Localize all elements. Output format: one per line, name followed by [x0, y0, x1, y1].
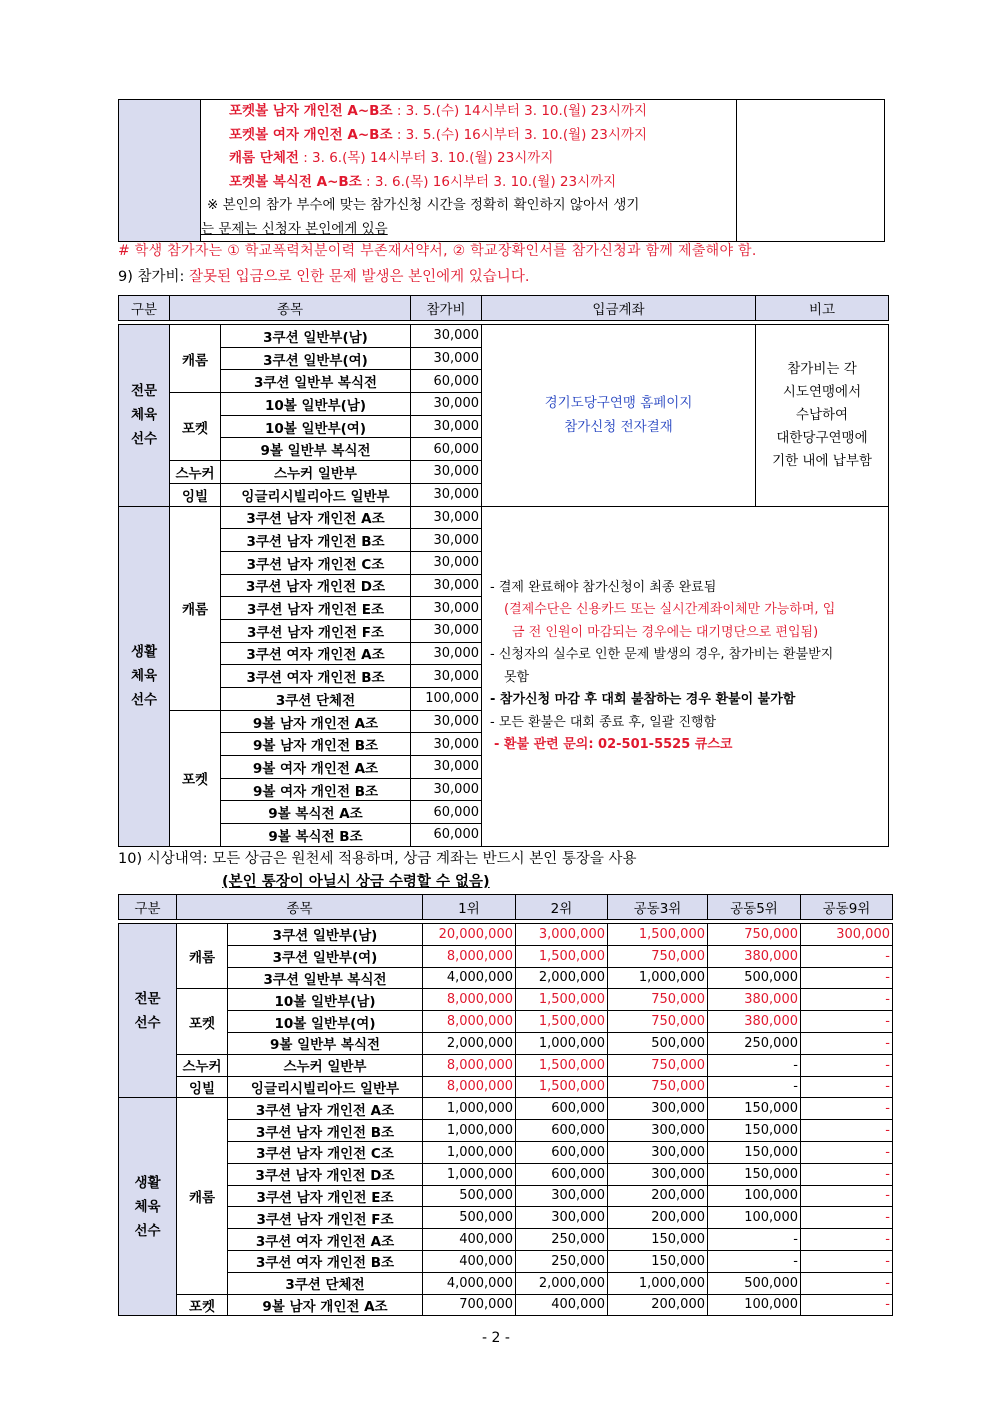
fee-event: 9볼 복식전 B조 — [221, 824, 411, 847]
fee-remark-line: 기한 내에 납부함 — [772, 452, 872, 469]
prize-amount: 250,000 — [516, 1250, 608, 1272]
prize-amount: 8,000,000 — [423, 1011, 516, 1033]
schedule-box-content — [201, 100, 737, 242]
prize-header: 2위 — [516, 895, 608, 920]
fee-life-note: (결제수단은 신용카드 또는 실시간계좌이체만 가능하며, 입 — [504, 602, 836, 617]
fee-event: 9볼 여자 개인전 B조 — [221, 778, 411, 801]
fee-amount: 60,000 — [411, 801, 482, 824]
prize-group: 포켓 — [177, 989, 228, 1054]
prize-amount: 1,000,000 — [608, 1272, 708, 1294]
fee-event: 3쿠션 남자 개인전 F조 — [221, 619, 411, 642]
prize-amount: 380,000 — [708, 1011, 801, 1033]
prize-amount: 1,000,000 — [423, 1163, 516, 1185]
fee-amount: 30,000 — [411, 461, 482, 484]
fee-amount: 30,000 — [411, 665, 482, 688]
schedule-note-1: ※ 본인의 참가 부수에 맞는 참가신청 시간을 정확히 확인하지 않아서 생기 — [207, 197, 640, 213]
fee-amount: 30,000 — [411, 574, 482, 597]
prize-amount: - — [801, 1272, 893, 1294]
fee-event: 3쿠션 남자 개인전 B조 — [221, 529, 411, 552]
schedule-line-time: : 3. 6.(목) 16시부터 3. 10.(월) 23시까지 — [361, 173, 617, 190]
fee-account — [482, 325, 756, 507]
prize-amount: 1,000,000 — [516, 1032, 608, 1054]
schedule-line — [201, 147, 736, 171]
fee-event: 3쿠션 여자 개인전 A조 — [221, 642, 411, 665]
fee-event: 3쿠션 단체전 — [221, 688, 411, 711]
prize-event: 3쿠션 남자 개인전 B조 — [228, 1120, 423, 1142]
prize-amount: 500,000 — [608, 1032, 708, 1054]
prize-amount: 1,500,000 — [516, 989, 608, 1011]
prize-category-word: 선수 — [134, 1014, 161, 1031]
prize-amount: - — [801, 1207, 893, 1229]
fee-category-word: 체육 — [130, 407, 158, 424]
prize-row — [119, 1011, 893, 1033]
prize-header: 1위 — [423, 895, 516, 920]
prize-amount: 150,000 — [708, 1098, 801, 1120]
schedule-line-label: 포켓볼 복식전 A~B조 — [229, 173, 362, 190]
fee-life-note: 금 전 인원이 마감되는 경우에는 대기명단으로 편입됨) — [512, 624, 819, 640]
prize-row — [119, 989, 893, 1011]
fee-event: 3쿠션 남자 개인전 C조 — [221, 551, 411, 574]
prize-event: 3쿠션 남자 개인전 D조 — [228, 1163, 423, 1185]
prize-amount: 1,000,000 — [423, 1098, 516, 1120]
prize-amount: 500,000 — [423, 1185, 516, 1207]
prize-category — [119, 924, 177, 1098]
prize-amount: 300,000 — [516, 1207, 608, 1229]
schedule-line-label: 포켓볼 남자 개인전 A~B조 — [229, 103, 393, 119]
fee-amount: 30,000 — [411, 529, 482, 552]
fee-table — [118, 295, 889, 847]
fee-amount: 30,000 — [411, 710, 482, 733]
fee-heading-warning: 잘못된 입금으로 인한 문제 발생은 본인에게 있습니다. — [189, 269, 530, 285]
prize-amount: 150,000 — [708, 1163, 801, 1185]
prize-amount: - — [801, 1098, 893, 1120]
prize-event: 3쿠션 단체전 — [228, 1272, 423, 1294]
fee-life-note: - 환불 관련 문의: 02-501-5525 큐스코 — [494, 737, 733, 752]
fee-remark — [756, 325, 889, 507]
fee-amount: 30,000 — [411, 756, 482, 779]
fee-amount: 60,000 — [411, 370, 482, 393]
fee-row — [119, 325, 889, 348]
prize-group: 캐롬 — [177, 1098, 228, 1294]
prize-amount: 150,000 — [708, 1120, 801, 1142]
prize-amount: 150,000 — [608, 1229, 708, 1251]
prize-amount: - — [708, 1076, 801, 1098]
prize-amount: 1,500,000 — [516, 945, 608, 967]
prize-amount: 600,000 — [516, 1141, 608, 1163]
prize-amount: 380,000 — [708, 989, 801, 1011]
prize-group: 잉빌 — [177, 1076, 228, 1098]
fee-header: 입금계좌 — [482, 296, 756, 321]
fee-category-word: 전문 — [130, 383, 158, 400]
prize-amount: 3,000,000 — [516, 924, 608, 946]
prize-row — [119, 1229, 893, 1251]
schedule-line — [201, 100, 736, 124]
prize-amount: - — [708, 1054, 801, 1076]
prize-amount: - — [708, 1229, 801, 1251]
prize-category-word: 체육 — [134, 1198, 161, 1215]
page-number: - 2 - — [482, 1330, 510, 1346]
schedule-box — [118, 99, 885, 242]
fee-event: 9볼 여자 개인전 A조 — [221, 756, 411, 779]
prize-row — [119, 1185, 893, 1207]
prize-amount: - — [801, 1032, 893, 1054]
fee-life-notes — [482, 506, 889, 846]
prize-amount: 400,000 — [516, 1294, 608, 1316]
prize-event: 3쿠션 남자 개인전 E조 — [228, 1185, 423, 1207]
prize-amount: 1,000,000 — [423, 1141, 516, 1163]
fee-event: 9볼 남자 개인전 B조 — [221, 733, 411, 756]
prize-event: 3쿠션 일반부(남) — [228, 924, 423, 946]
prize-row — [119, 1207, 893, 1229]
prize-amount: 300,000 — [608, 1141, 708, 1163]
fee-header: 종목 — [170, 296, 411, 321]
student-note: # 학생 참가자는 ① 학교폭력처분이력 부존재서약서, ② 학교장확인서를 참가신청과 함께 제출해야 함. — [118, 243, 757, 259]
fee-remark-line: 참가비는 각 — [787, 360, 857, 377]
fee-heading-prefix: 9) 참가비: — [118, 269, 190, 285]
prize-amount: 600,000 — [516, 1120, 608, 1142]
prize-amount: 600,000 — [516, 1098, 608, 1120]
fee-event: 10볼 일반부(여) — [221, 415, 411, 438]
schedule-line-label: 캐롬 단체전 — [229, 150, 299, 166]
fee-event: 3쿠션 남자 개인전 A조 — [221, 506, 411, 529]
prize-event: 3쿠션 일반부(여) — [228, 945, 423, 967]
fee-remark-line: 대한당구연맹에 — [776, 429, 868, 446]
prize-amount: - — [708, 1250, 801, 1272]
fee-header: 비고 — [756, 296, 889, 321]
schedule-note-2: 는 문제는 신청자 본인에게 있음 — [201, 220, 388, 237]
prize-subheading: (본인 통장이 아닐시 상금 수령할 수 없음) — [222, 874, 490, 890]
prize-amount: - — [801, 1120, 893, 1142]
prize-amount: 100,000 — [708, 1185, 801, 1207]
fee-event: 3쿠션 일반부(여) — [221, 347, 411, 370]
fee-life-note: - 참가신청 마감 후 대회 불참하는 경우 환불이 불가함 — [490, 692, 796, 707]
prize-amount: 2,000,000 — [516, 967, 608, 989]
prize-row — [119, 1294, 893, 1316]
prize-amount: - — [801, 989, 893, 1011]
prize-event: 스누커 일반부 — [228, 1054, 423, 1076]
prize-amount: 150,000 — [608, 1250, 708, 1272]
prize-category-word: 생활 — [134, 1174, 161, 1191]
prize-amount: 750,000 — [608, 1011, 708, 1033]
prize-event: 3쿠션 여자 개인전 B조 — [228, 1250, 423, 1272]
prize-amount: - — [801, 1076, 893, 1098]
prize-row — [119, 1054, 893, 1076]
prize-amount: - — [801, 1054, 893, 1076]
fee-group: 잉빌 — [170, 483, 221, 506]
prize-header: 공동3위 — [608, 895, 708, 920]
fee-group: 포켓 — [170, 710, 221, 846]
prize-amount: - — [801, 1294, 893, 1316]
fee-group: 캐롬 — [170, 325, 221, 393]
fee-row — [119, 506, 889, 529]
fee-amount: 60,000 — [411, 438, 482, 461]
prize-amount: 250,000 — [708, 1032, 801, 1054]
prize-event: 잉글리시빌리아드 일반부 — [228, 1076, 423, 1098]
prize-amount: 8,000,000 — [423, 945, 516, 967]
prize-amount: 8,000,000 — [423, 1076, 516, 1098]
fee-category-word: 선수 — [130, 692, 158, 709]
fee-amount: 30,000 — [411, 642, 482, 665]
fee-remark-line: 수납하여 — [795, 406, 849, 423]
prize-amount: 750,000 — [708, 924, 801, 946]
prize-amount: - — [801, 1163, 893, 1185]
prize-amount: 1,500,000 — [516, 1011, 608, 1033]
prize-amount: 100,000 — [708, 1294, 801, 1316]
prize-header: 공동9위 — [801, 895, 893, 920]
fee-group: 스누커 — [170, 461, 221, 484]
prize-amount: 400,000 — [423, 1250, 516, 1272]
prize-amount: 300,000 — [608, 1098, 708, 1120]
prize-row — [119, 945, 893, 967]
fee-heading — [118, 265, 529, 286]
prize-row — [119, 967, 893, 989]
prize-amount: 300,000 — [608, 1163, 708, 1185]
fee-amount: 30,000 — [411, 597, 482, 620]
prize-row — [119, 1098, 893, 1120]
fee-group: 캐롬 — [170, 506, 221, 710]
prize-event: 9볼 남자 개인전 A조 — [228, 1294, 423, 1316]
prize-event: 10볼 일반부(남) — [228, 989, 423, 1011]
prize-header: 구분 — [119, 895, 177, 920]
schedule-line-time: : 3. 6.(목) 14시부터 3. 10.(월) 23시까지 — [298, 150, 554, 166]
prize-amount: 100,000 — [708, 1207, 801, 1229]
fee-event: 9볼 복식전 A조 — [221, 801, 411, 824]
prize-amount: 750,000 — [608, 989, 708, 1011]
prize-group: 캐롬 — [177, 924, 228, 989]
fee-amount: 30,000 — [411, 778, 482, 801]
fee-life-note: 못함 — [504, 669, 530, 685]
prize-row — [119, 1272, 893, 1294]
fee-amount: 30,000 — [411, 619, 482, 642]
fee-amount: 30,000 — [411, 415, 482, 438]
fee-event: 스누커 일반부 — [221, 461, 411, 484]
prize-amount: - — [801, 1141, 893, 1163]
schedule-line-label: 포켓볼 여자 개인전 A~B조 — [229, 126, 393, 143]
prize-amount: 4,000,000 — [423, 967, 516, 989]
prize-header-row — [119, 895, 893, 920]
prize-amount: 500,000 — [708, 1272, 801, 1294]
prize-header: 종목 — [177, 895, 423, 920]
prize-amount: 400,000 — [423, 1229, 516, 1251]
prize-amount: 250,000 — [516, 1229, 608, 1251]
prize-row — [119, 1141, 893, 1163]
prize-amount: 600,000 — [516, 1163, 608, 1185]
prize-event: 9볼 일반부 복식전 — [228, 1032, 423, 1054]
fee-amount: 30,000 — [411, 347, 482, 370]
fee-amount: 100,000 — [411, 688, 482, 711]
prize-amount: 1,500,000 — [516, 1076, 608, 1098]
fee-life-note: - 신청자의 실수로 인한 문제 발생의 경우, 참가비는 환불받지 — [490, 647, 834, 662]
schedule-lines — [201, 100, 736, 194]
prize-amount: 200,000 — [608, 1185, 708, 1207]
fee-category — [119, 325, 170, 507]
prize-amount: 200,000 — [608, 1294, 708, 1316]
fee-event: 3쿠션 일반부 복식전 — [221, 370, 411, 393]
prize-amount: 4,000,000 — [423, 1272, 516, 1294]
prize-amount: 300,000 — [801, 924, 893, 946]
prize-amount: 300,000 — [516, 1185, 608, 1207]
fee-event: 잉글리시빌리아드 일반부 — [221, 483, 411, 506]
fee-life-note: - 결제 완료해야 참가신청이 최종 완료됨 — [490, 579, 717, 595]
prize-row — [119, 1250, 893, 1272]
prize-amount: 300,000 — [608, 1120, 708, 1142]
fee-header: 구분 — [119, 296, 170, 321]
prize-amount: - — [801, 1229, 893, 1251]
prize-category-word: 전문 — [134, 990, 161, 1007]
fee-event: 3쿠션 일반부(남) — [221, 325, 411, 348]
prize-amount: 750,000 — [608, 945, 708, 967]
schedule-line — [201, 124, 736, 148]
prize-header: 공동5위 — [708, 895, 801, 920]
prize-amount: 20,000,000 — [423, 924, 516, 946]
prize-amount: 500,000 — [423, 1207, 516, 1229]
fee-event: 9볼 일반부 복식전 — [221, 438, 411, 461]
prize-amount: 2,000,000 — [423, 1032, 516, 1054]
prize-amount: 750,000 — [608, 1054, 708, 1076]
prize-amount: 1,500,000 — [608, 924, 708, 946]
fee-header-row — [119, 296, 889, 321]
prize-group: 포켓 — [177, 1294, 228, 1316]
fee-remark-line: 시도연맹에서 — [782, 383, 862, 400]
prize-category — [119, 1098, 177, 1316]
prize-heading: 10) 시상내역: 모든 상금은 원천세 적용하며, 상금 계좌는 반드시 본인 통장을 사용 — [118, 851, 637, 867]
prize-amount: 1,000,000 — [608, 967, 708, 989]
prize-event: 3쿠션 여자 개인전 A조 — [228, 1229, 423, 1251]
fee-header: 참가비 — [411, 296, 482, 321]
fee-category — [119, 506, 170, 846]
prize-event: 3쿠션 남자 개인전 C조 — [228, 1141, 423, 1163]
fee-event: 3쿠션 남자 개인전 E조 — [221, 597, 411, 620]
fee-amount: 30,000 — [411, 483, 482, 506]
fee-category-word: 체육 — [130, 668, 158, 685]
prize-row — [119, 1032, 893, 1054]
fee-event: 10볼 일반부(남) — [221, 393, 411, 416]
fee-amount: 30,000 — [411, 733, 482, 756]
fee-category-word: 생활 — [130, 644, 158, 661]
prize-event: 3쿠션 일반부 복식전 — [228, 967, 423, 989]
schedule-line-time: : 3. 5.(수) 14시부터 3. 10.(월) 23시까지 — [392, 103, 647, 119]
prize-row — [119, 1120, 893, 1142]
prize-amount: - — [801, 1250, 893, 1272]
prize-amount: 8,000,000 — [423, 989, 516, 1011]
prize-category-word: 선수 — [134, 1222, 161, 1239]
prize-amount: 700,000 — [423, 1294, 516, 1316]
fee-amount: 30,000 — [411, 393, 482, 416]
fee-category-word: 선수 — [130, 431, 158, 448]
prize-amount: 500,000 — [708, 967, 801, 989]
prize-row — [119, 1163, 893, 1185]
fee-amount: 30,000 — [411, 506, 482, 529]
prize-group: 스누커 — [177, 1054, 228, 1076]
fee-amount: 30,000 — [411, 551, 482, 574]
schedule-box-remarks — [737, 100, 885, 242]
prize-amount: 200,000 — [608, 1207, 708, 1229]
fee-event: 3쿠션 여자 개인전 B조 — [221, 665, 411, 688]
prize-amount: 150,000 — [708, 1141, 801, 1163]
prize-amount: 1,000,000 — [423, 1120, 516, 1142]
fee-group: 포켓 — [170, 393, 221, 461]
fee-amount: 60,000 — [411, 824, 482, 847]
fee-account-line: 참가신청 전자결재 — [564, 419, 673, 436]
prize-amount: - — [801, 967, 893, 989]
fee-account-line: 경기도당구연맹 홈페이지 — [544, 395, 693, 412]
prize-amount: 380,000 — [708, 945, 801, 967]
prize-event: 10볼 일반부(여) — [228, 1011, 423, 1033]
prize-event: 3쿠션 남자 개인전 A조 — [228, 1098, 423, 1120]
prize-amount: 1,500,000 — [516, 1054, 608, 1076]
schedule-box-category — [119, 100, 201, 242]
prize-amount: 750,000 — [608, 1076, 708, 1098]
prize-event: 3쿠션 남자 개인전 F조 — [228, 1207, 423, 1229]
prize-amount: 2,000,000 — [516, 1272, 608, 1294]
fee-amount: 30,000 — [411, 325, 482, 348]
prize-row — [119, 1076, 893, 1098]
fee-event: 9볼 남자 개인전 A조 — [221, 710, 411, 733]
prize-table — [118, 894, 893, 1316]
prize-amount: - — [801, 1185, 893, 1207]
fee-life-note: - 모든 환불은 대회 종료 후, 일괄 진행함 — [490, 714, 717, 730]
prize-amount: - — [801, 945, 893, 967]
schedule-line — [201, 171, 736, 195]
schedule-line-time: : 3. 5.(수) 16시부터 3. 10.(월) 23시까지 — [392, 126, 647, 143]
prize-amount: 8,000,000 — [423, 1054, 516, 1076]
prize-row — [119, 924, 893, 946]
fee-event: 3쿠션 남자 개인전 D조 — [221, 574, 411, 597]
prize-amount: - — [801, 1011, 893, 1033]
